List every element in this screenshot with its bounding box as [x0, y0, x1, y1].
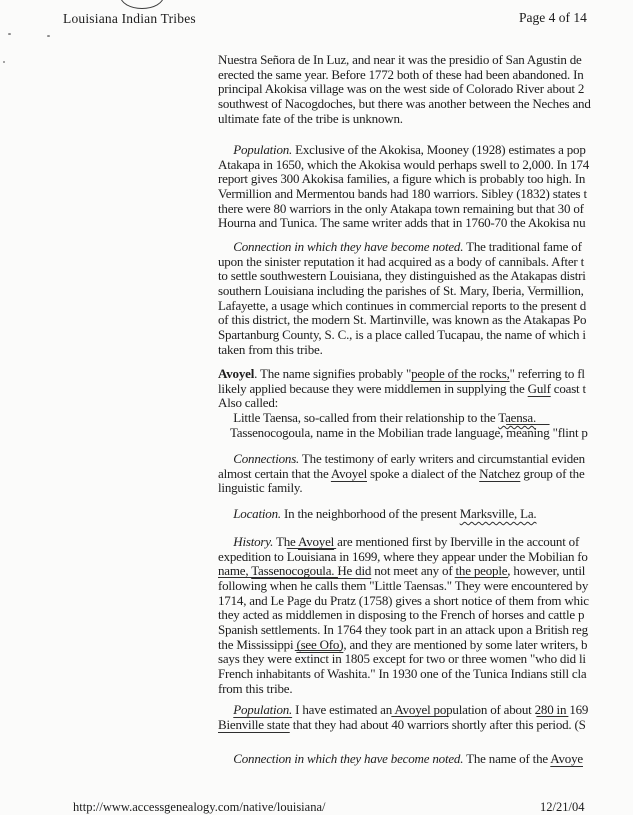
- text-segment: Also called:: [218, 395, 279, 411]
- text-line: [218, 158, 589, 173]
- text-line: [218, 652, 589, 667]
- text-line: [218, 240, 586, 255]
- text-segment: French inhabitants of Washita." In 1930 one of the Tunica Indians still cla: [218, 665, 587, 681]
- text-segment: In the neighborhood of the present: [280, 506, 460, 521]
- text-line: [218, 682, 589, 697]
- text-segment: them "Little Taensas.": [337, 577, 455, 593]
- text-line: [218, 112, 591, 127]
- text-segment: , and they are mentioned by some later writers, b: [343, 636, 588, 652]
- text-line: [218, 411, 588, 426]
- paragraph: [218, 367, 588, 440]
- text-segment: History.: [233, 534, 274, 549]
- text-segment: to settle southwestern Louisiana, they distinguished as the Atakapas distri: [218, 268, 586, 284]
- paragraph: [218, 703, 588, 732]
- text-line: [218, 564, 589, 579]
- header-page-number: Page 4 of 14: [519, 10, 587, 25]
- text-segment: Little Taensa, so-called from their relationship to the: [218, 409, 499, 425]
- text-segment: spoke a dialect of the: [367, 465, 480, 481]
- text-segment: I have estimated an Avoyel population of about 280 in 169: [292, 702, 589, 717]
- text-line: [218, 299, 586, 314]
- text-line: [218, 594, 589, 609]
- text-segment: southwest of Nacogdoches, but there was another between the Neches and: [218, 95, 591, 111]
- text-line: [218, 343, 586, 358]
- text-line: [218, 313, 586, 328]
- text-segment: of this district, the modern St. Martinville, was known as the Atakapas Po: [218, 312, 587, 328]
- text-segment: linguistic family.: [218, 480, 303, 496]
- text-segment: Atakapa in 1650, which the Akokisa would perhaps swell to 2,000. In 174: [218, 156, 590, 172]
- text-segment: [218, 506, 233, 521]
- text-line: [218, 718, 588, 733]
- text-segment: encountered by: [508, 577, 589, 593]
- text-segment: [218, 751, 233, 766]
- text-segment: 1714, and Le Page du Pratz (1758) gives a short notice of them from whic: [218, 592, 589, 608]
- text-line: [218, 535, 589, 550]
- text-segment: the Mississippi: [218, 636, 297, 652]
- text-line: [218, 382, 588, 397]
- text-line: [218, 82, 591, 97]
- text-segment: likely applied because they were middlemen in supplying the: [218, 380, 528, 396]
- paragraph: [218, 240, 586, 357]
- paragraph: [218, 452, 585, 496]
- text-segment: Spanish settlements. In 1764 they took part in an attack upon a British reg: [218, 621, 588, 637]
- text-segment: are mentioned first by Iberville in the account of: [334, 534, 580, 549]
- annotated-text-segment: Natchez: [479, 465, 521, 481]
- paragraph: [218, 507, 536, 522]
- text-segment: Tassenocogoula, name in the Mobilian trade language,: [218, 424, 507, 440]
- annotated-text-segment: period: [536, 716, 569, 732]
- annotated-text-segment: Avoyel: [330, 465, 367, 481]
- text-segment: Nuestra Señora de In Luz, and near it was the presidio of San Agustin de: [218, 52, 582, 67]
- text-segment: in 1699, where they appear under the Mobilian fo: [336, 548, 588, 564]
- text-segment: group of the: [520, 465, 585, 481]
- text-segment: [218, 702, 233, 717]
- annotated-text-segment: Avoyel: [297, 534, 335, 549]
- text-segment: southern Louisiana including the parishes of St. Mary, Iberia, Vermillion,: [218, 282, 584, 298]
- annotated-text-segment: people of the rocks,: [411, 366, 510, 381]
- annotated-text-segment: meaning: [506, 424, 550, 440]
- annotated-text-segment: They were: [454, 577, 509, 593]
- text-segment: [218, 142, 233, 157]
- text-segment: 1805 except for two or three women "who did li: [341, 651, 586, 667]
- text-segment: [218, 534, 233, 549]
- text-line: [218, 426, 588, 441]
- text-segment: Hourna and Tunica. The same writer adds that in 1760-70 the Akokisa nu: [218, 215, 586, 231]
- text-segment: Lafayette, a usage which continues in commercial reports to the present d: [218, 297, 587, 313]
- text-segment: principal Akokisa village was on the west side of Colorado River about 2: [218, 81, 585, 97]
- text-line: [218, 255, 586, 270]
- text-segment: expedition to: [218, 548, 287, 564]
- text-segment: they acted as middlemen in disposing to the French of horses and cattle p: [218, 607, 585, 623]
- text-segment: almost certain that the: [218, 465, 331, 481]
- text-segment: Location.: [233, 506, 281, 521]
- text-segment: . The name signifies probably ": [254, 366, 412, 381]
- annotated-text-segment: following when he calls: [218, 577, 338, 593]
- annotated-text-segment: Gulf: [527, 380, 551, 396]
- text-line: [218, 284, 586, 299]
- text-line: [218, 143, 589, 158]
- text-line: [218, 703, 588, 718]
- text-segment: The: [273, 534, 298, 549]
- annotated-text-segment: 40 warriors: [391, 716, 449, 732]
- text-line: [218, 172, 589, 187]
- text-line: [218, 68, 591, 83]
- annotated-text-segment: Marksville, La.: [459, 506, 537, 521]
- text-segment: Connection in which they have become noted.: [233, 239, 464, 254]
- text-line: [218, 579, 589, 594]
- text-line: [218, 269, 586, 284]
- text-line: [218, 623, 589, 638]
- text-segment: shortly after this: [448, 716, 537, 732]
- text-segment: Connection in which they have become noted.: [233, 751, 464, 766]
- text-line: [218, 481, 585, 496]
- text-segment: that they had about: [289, 716, 392, 732]
- annotated-text-segment: Bienville state: [218, 716, 290, 732]
- text-segment: Vermillion and Mermentou bands had 180 warriors. Sibley (1832) states t: [218, 185, 587, 201]
- text-segment: "flint p: [549, 424, 588, 440]
- text-line: [218, 452, 585, 467]
- text-line: [218, 53, 591, 68]
- text-segment: there were 80 warriors in the only Atakapa town remaining but that 30 of: [218, 200, 584, 216]
- text-segment: " referring to fl: [509, 366, 585, 381]
- text-segment: [218, 239, 233, 254]
- text-segment: Connections.: [233, 451, 300, 466]
- text-line: [218, 752, 583, 767]
- text-segment: says they were: [218, 651, 295, 667]
- text-line: [218, 202, 589, 217]
- text-line: [218, 507, 536, 522]
- text-line: [218, 216, 589, 231]
- footer-date: 12/21/04: [540, 800, 585, 814]
- text-line: [218, 667, 589, 682]
- text-line: [218, 367, 588, 382]
- text-line: [218, 467, 585, 482]
- text-line: [218, 328, 586, 343]
- text-segment: Exclusive of the Akokisa, Mooney (1928) estimates a pop: [292, 142, 586, 157]
- text-segment: The traditional fame of: [463, 239, 582, 254]
- annotated-text-segment: Taensa.: [498, 409, 537, 425]
- text-segment: Avoyel: [218, 366, 255, 381]
- text-segment: ultimate fate of the tribe is unknown.: [218, 110, 403, 126]
- text-segment: not meet any of the people, however, until: [371, 563, 586, 579]
- text-line: [218, 187, 589, 202]
- annotated-text-segment: Population.: [233, 702, 293, 717]
- text-segment: The name of the: [463, 751, 551, 766]
- text-segment: report gives 300 Akokisa families, a figure which is probably too high. In: [218, 171, 586, 187]
- annotated-text-segment: Louisiana: [286, 548, 337, 564]
- text-segment: name,: [218, 563, 252, 579]
- annotated-text-segment: Avoye: [550, 751, 583, 766]
- paragraph: [218, 535, 589, 696]
- text-segment: The testimony of early writers and circumstantial eviden: [299, 451, 585, 466]
- text-line: [218, 396, 588, 411]
- text-segment: [218, 451, 233, 466]
- paragraph: [218, 143, 589, 231]
- paragraph: [218, 752, 583, 767]
- text-line: [218, 550, 589, 565]
- text-line: [218, 97, 591, 112]
- annotated-text-segment: (see Ofo): [296, 636, 344, 652]
- annotated-text-segment: extinct in: [294, 651, 342, 667]
- text-segment: erected the same year. Before 1772 both of these had been abandoned. In: [218, 66, 584, 82]
- footer-url: http://www.accessgenealogy.com/native/louisiana/: [73, 800, 326, 814]
- text-segment: taken from this tribe.: [218, 341, 323, 357]
- text-segment: . (S: [568, 716, 586, 732]
- paragraph: [218, 53, 591, 126]
- header-title: Louisiana Indian Tribes: [63, 11, 196, 26]
- text-segment: from this tribe.: [218, 680, 293, 696]
- text-segment: Spartanburg County, S. C., is a place called Tucapau, the name of which i: [218, 326, 586, 342]
- text-segment: Population.: [233, 142, 293, 157]
- text-segment: upon the sinister reputation it had acquired as a body of cannibals. After t: [218, 253, 585, 269]
- annotated-text-segment: Tassenocogoula. He did: [251, 563, 372, 579]
- text-line: [218, 608, 589, 623]
- text-segment: coast t: [550, 380, 586, 396]
